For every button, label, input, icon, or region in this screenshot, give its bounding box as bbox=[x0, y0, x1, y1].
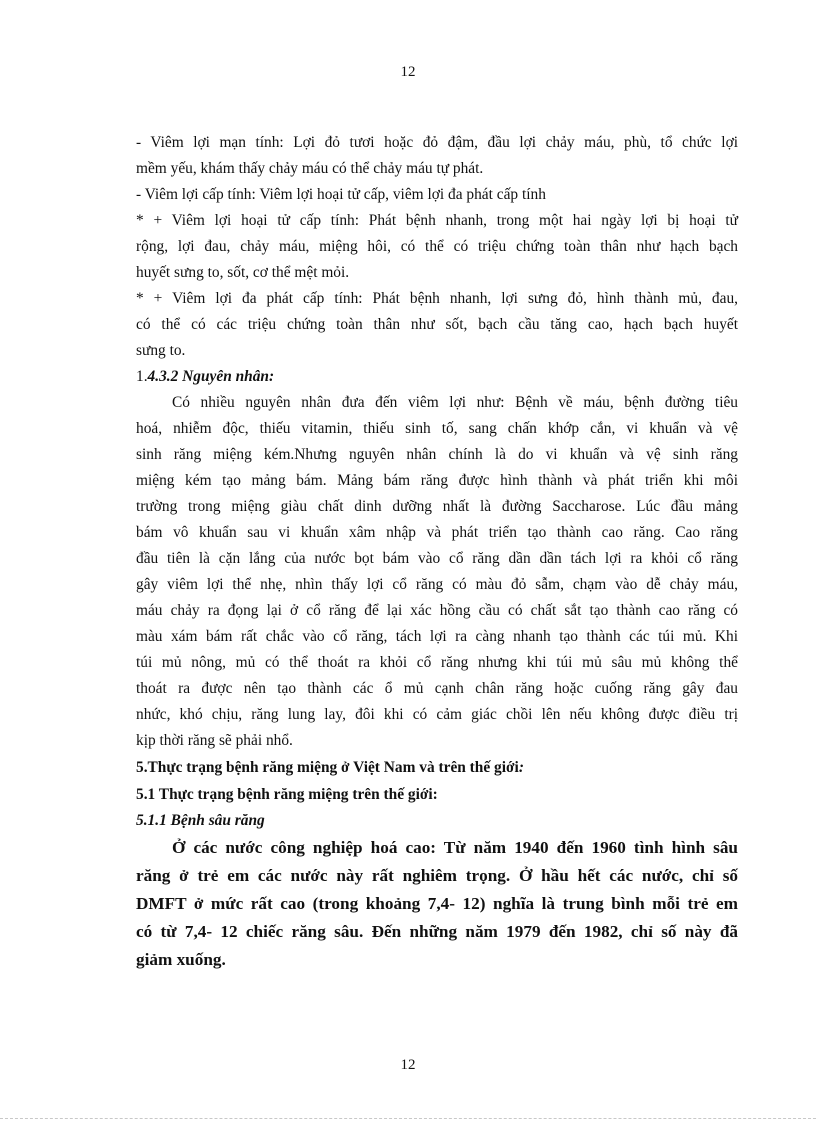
text-line: gây viêm lợi thể nhẹ, nhìn thấy lợi cổ răng có màu đỏ sẫm, chạm vào dễ chảy máu, bbox=[136, 576, 738, 593]
text-line: có thể có các triệu chứng toàn thân như sốt, bạch cầu tăng cao, hạch bạch huyết bbox=[136, 316, 738, 333]
heading-5-1: 5.1 Thực trạng bệnh răng miệng trên thế giới: bbox=[136, 786, 438, 803]
text-line: sưng to. bbox=[136, 342, 186, 359]
text-line: sinh răng miệng kém.Nhưng nguyên nhân chính là do vi khuẩn và vệ sinh răng bbox=[136, 446, 738, 463]
bold-text-line: răng ở trẻ em các nước này rất nghiêm trọng. Ở hầu hết các nước, chỉ số bbox=[136, 866, 738, 885]
text-line: * + Viêm lợi đa phát cấp tính: Phát bệnh nhanh, lợi sưng đỏ, hình thành mủ, đau, bbox=[136, 290, 738, 307]
text-line: nhức, khó chịu, răng lung lay, đôi khi có cảm giác chồi lên nếu không được điều trị bbox=[136, 706, 738, 723]
text-line: hoá, nhiễm độc, thiếu vitamin, thiếu sinh tố, sang chấn khớp cắn, vi khuẩn và vệ bbox=[136, 420, 738, 437]
heading-colon: : bbox=[518, 759, 524, 776]
text-line: * + Viêm lợi hoại tử cấp tính: Phát bệnh nhanh, trong một hai ngày lợi bị hoại tử bbox=[136, 212, 738, 229]
heading-prefix: 1. bbox=[136, 368, 148, 385]
text-line: Có nhiều nguyên nhân đưa đến viêm lợi như: Bệnh về máu, bệnh đường tiêu bbox=[172, 394, 738, 411]
page-bottom-border bbox=[0, 1118, 816, 1119]
text-line: miệng kém tạo mảng bám. Mảng bám răng được hình thành và phát triển khi môi bbox=[136, 472, 738, 489]
text-line: huyết sưng to, sốt, cơ thể mệt mỏi. bbox=[136, 264, 350, 281]
heading-title: 4.3.2 Nguyên nhân: bbox=[147, 368, 275, 385]
bold-text-line: giảm xuống. bbox=[136, 950, 226, 969]
heading-title: 5.Thực trạng bệnh răng miệng ở Việt Nam và trên thế giới bbox=[136, 759, 519, 776]
text-line: - Viêm lợi cấp tính: Viêm lợi hoại tử cấp, viêm lợi đa phát cấp tính bbox=[136, 186, 546, 203]
bold-text-line: Ở các nước công nghiệp hoá cao: Từ năm 1940 đến 1960 tình hình sâu bbox=[172, 838, 738, 857]
bold-text-line: có từ 7,4- 12 chiếc răng sâu. Đến những năm 1979 đến 1982, chỉ số này đã bbox=[136, 922, 738, 941]
text-line: kịp thời răng sẽ phải nhổ. bbox=[136, 732, 293, 749]
text-line: đầu tiên là cặn lắng của nước bọt bám vào cổ răng dần dần tách lợi ra khỏi cổ răng bbox=[136, 550, 738, 567]
heading-5 bbox=[136, 758, 738, 778]
text-line: túi mủ nông, mủ có thể thoát ra khỏi cổ răng nhưng khi túi mủ sâu mủ không thể bbox=[136, 654, 738, 671]
text-line: trường trong miệng giàu chất dinh dưỡng nhất là đường Saccharose. Lúc đầu mảng bbox=[136, 498, 738, 515]
text-line: màu xám bám rất chắc vào cổ răng, tách lợi ra càng nhanh tạo thành các túi mủ. Khi bbox=[136, 628, 738, 645]
text-line: - Viêm lợi mạn tính: Lợi đỏ tươi hoặc đỏ đậm, đầu lợi chảy máu, phù, tổ chức lợi bbox=[136, 134, 738, 151]
heading-5-1-1: 5.1.1 Bệnh sâu răng bbox=[136, 812, 265, 829]
heading-1-4-3-2 bbox=[136, 367, 738, 387]
page-number-bottom: 12 bbox=[400, 1057, 416, 1073]
text-line: mềm yếu, khám thấy chảy máu có thể chảy máu tự phát. bbox=[136, 160, 484, 177]
page-number-top: 12 bbox=[400, 64, 416, 80]
text-line: máu chảy ra đọng lại ở cổ răng để lại xác hồng cầu có chất sắt tạo thành cao răng có bbox=[136, 602, 738, 619]
bold-text-line: DMFT ở mức rất cao (trong khoảng 7,4- 12) nghĩa là trung bình mỗi trẻ em bbox=[136, 894, 738, 913]
text-line: thoát ra được nên tạo thành các ổ mủ cạnh chân răng hoặc cuống răng gây đau bbox=[136, 680, 738, 697]
text-line: rộng, lợi đau, chảy máu, miệng hôi, có thể có triệu chứng toàn thân như hạch bạch bbox=[136, 238, 738, 255]
text-line: bám vô khuẩn sau vi khuẩn xâm nhập và phát triển tạo thành cao răng. Cao răng bbox=[136, 524, 738, 541]
